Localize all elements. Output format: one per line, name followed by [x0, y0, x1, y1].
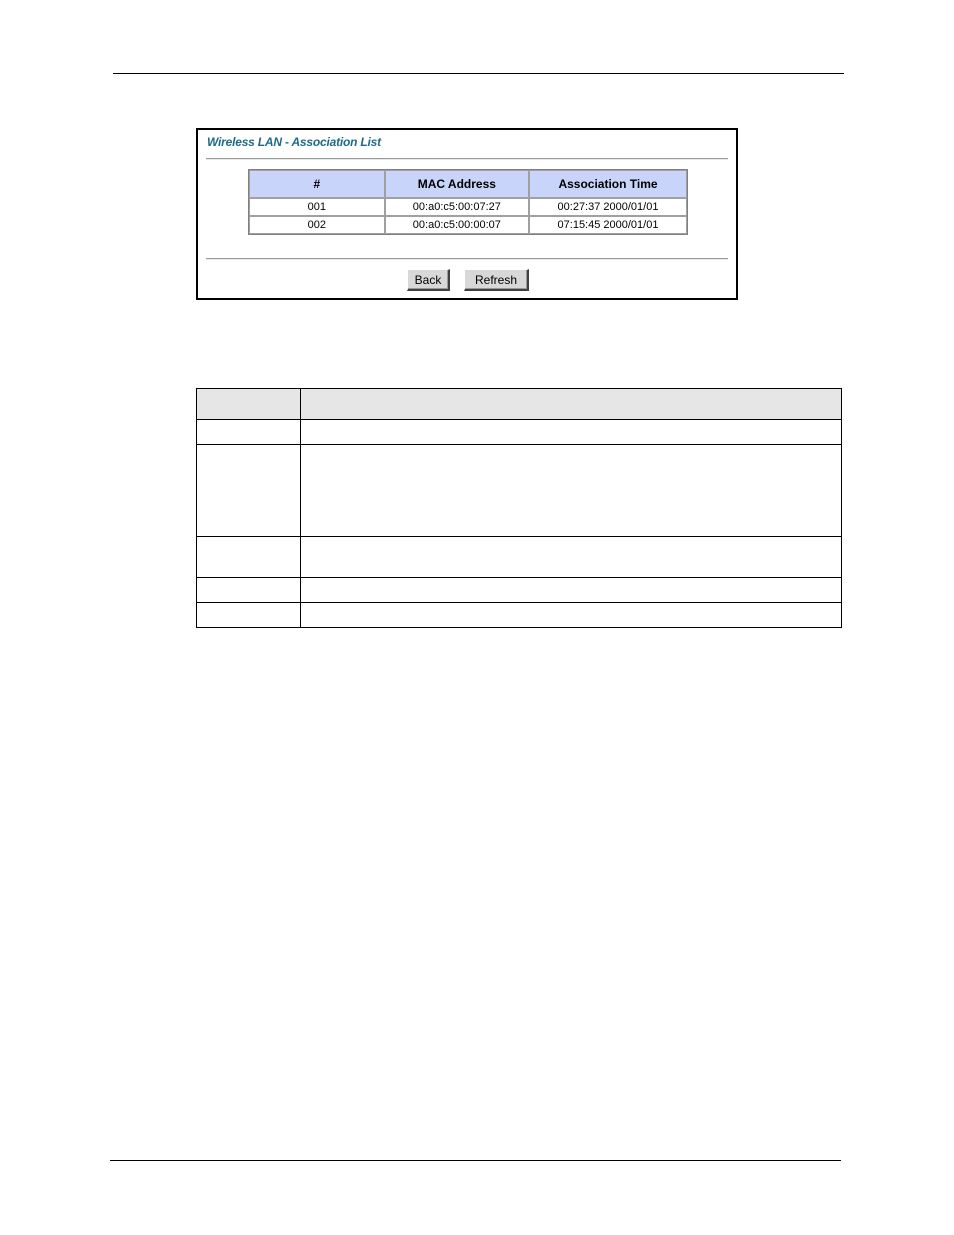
table-row	[249, 216, 687, 234]
cell-number: 001	[249, 198, 385, 216]
description-header-description	[301, 389, 842, 420]
refresh-button[interactable]: Refresh	[464, 269, 529, 291]
cell-mac-address: 00:a0:c5:00:00:07	[385, 216, 529, 234]
description-cell-text	[301, 578, 842, 603]
screen-title: Wireless LAN - Association List	[207, 135, 381, 149]
association-list-screen	[196, 128, 738, 300]
footer-rule	[110, 1160, 841, 1161]
column-header-association-time: Association Time	[529, 170, 687, 198]
description-cell-label	[197, 578, 301, 603]
description-cell-label	[197, 420, 301, 445]
table-header-row	[249, 170, 687, 198]
cell-association-time: 07:15:45 2000/01/01	[529, 216, 687, 234]
description-row	[197, 578, 842, 603]
column-header-mac-address: MAC Address	[385, 170, 529, 198]
description-cell-text	[301, 537, 842, 578]
table-row	[249, 198, 687, 216]
cell-association-time: 00:27:37 2000/01/01	[529, 198, 687, 216]
description-row	[197, 537, 842, 578]
association-table	[248, 169, 688, 235]
cell-mac-address: 00:a0:c5:00:07:27	[385, 198, 529, 216]
back-button[interactable]: Back	[407, 269, 450, 291]
description-cell-label	[197, 537, 301, 578]
header-rule	[113, 73, 844, 74]
description-row	[197, 445, 842, 537]
description-header-row	[197, 389, 842, 420]
description-row	[197, 603, 842, 628]
title-divider	[206, 158, 728, 160]
description-cell-label	[197, 603, 301, 628]
description-cell-label	[197, 445, 301, 537]
description-cell-text	[301, 420, 842, 445]
description-table	[196, 388, 842, 628]
description-row	[197, 420, 842, 445]
column-header-number: #	[249, 170, 385, 198]
description-cell-text	[301, 603, 842, 628]
description-header-label	[197, 389, 301, 420]
description-cell-text	[301, 445, 842, 537]
cell-number: 002	[249, 216, 385, 234]
button-divider	[206, 258, 728, 260]
